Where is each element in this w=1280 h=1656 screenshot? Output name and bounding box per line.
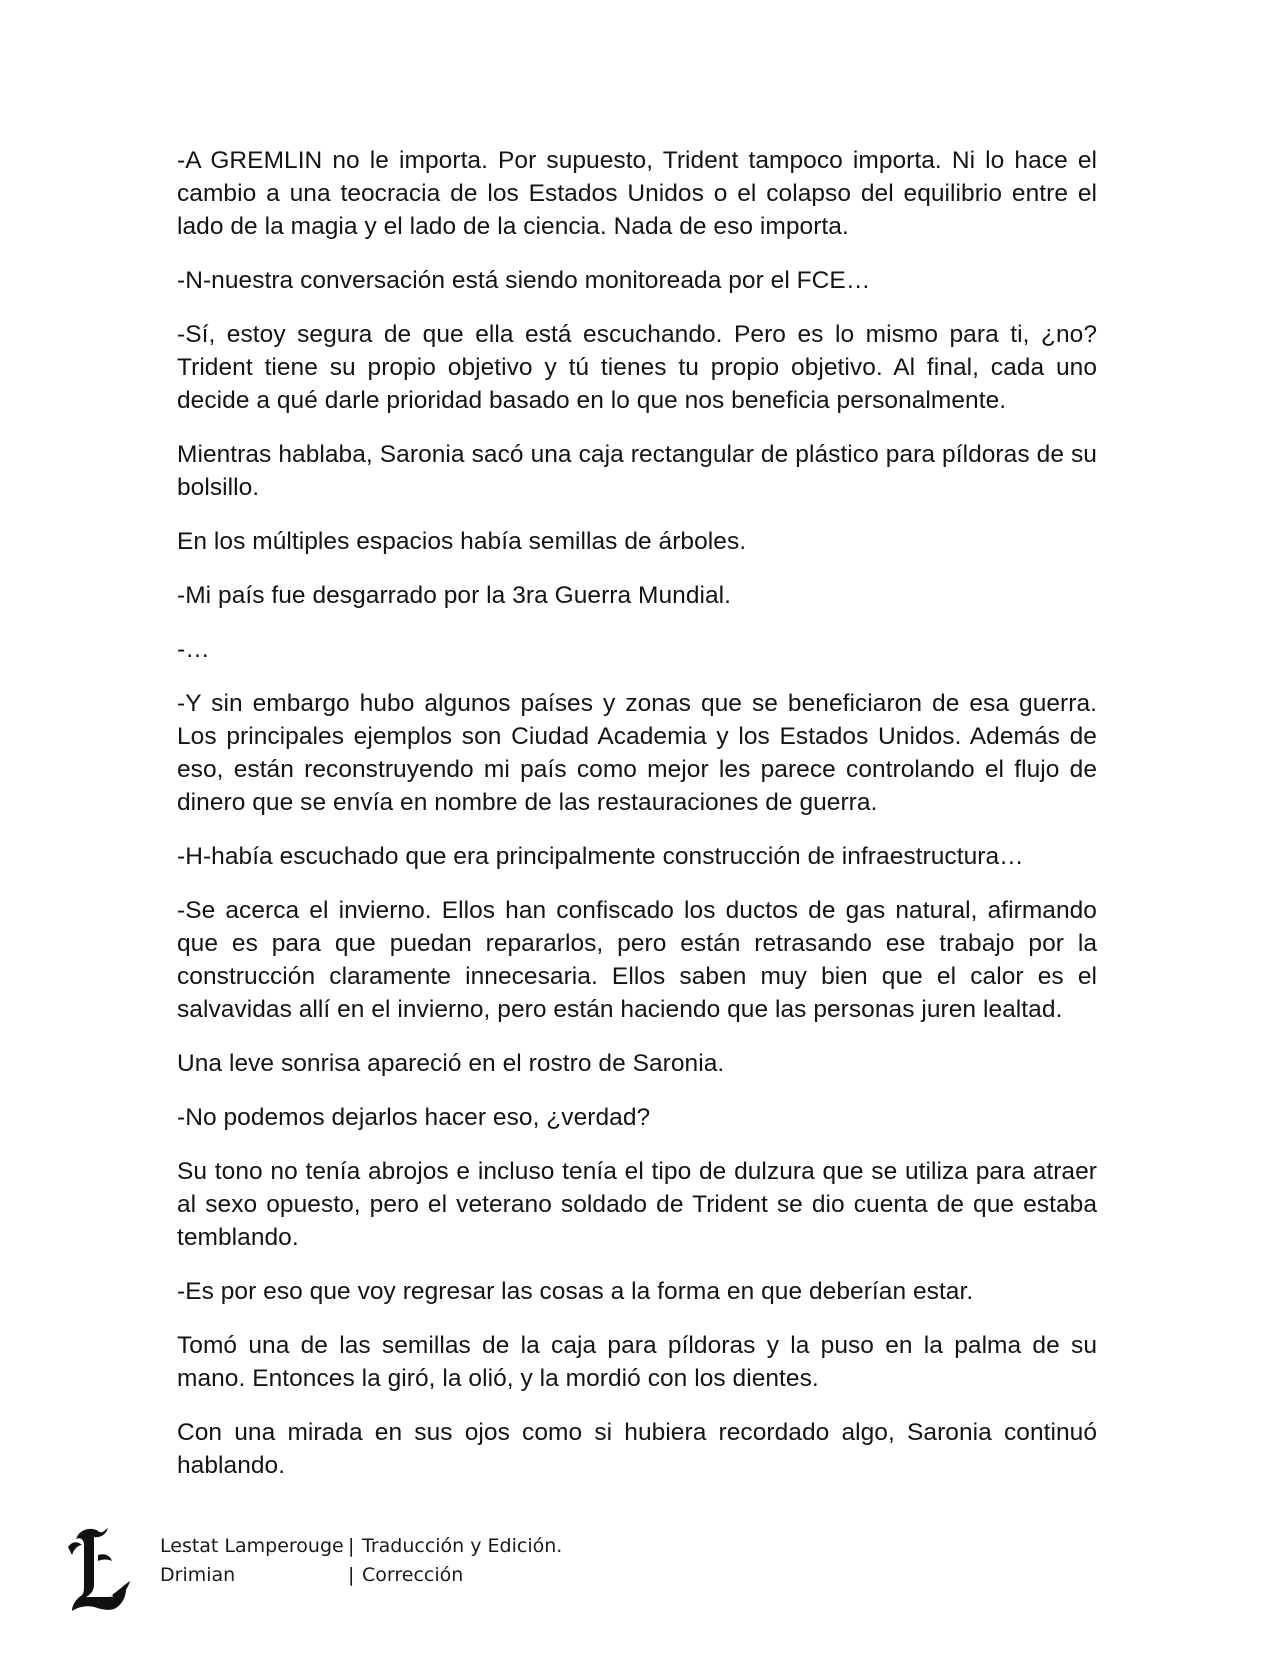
paragraph: Una leve sonrisa apareció en el rostro de Saronia. [177,1050,725,1077]
paragraph: -… [177,636,210,663]
credit-name: Drimian [160,1564,236,1586]
credit-row [160,1561,562,1590]
paragraph: Su tono no tenía abrojos e incluso tenía el tipo de dulzura que se utiliza para atraer al sexo opuesto, pero el veterano soldado de Trident se dio cuenta de que estaba temblando. [177,1158,1097,1251]
paragraph: -No podemos dejarlos hacer eso, ¿verdad? [177,1104,651,1131]
credit-role: Corrección [362,1564,464,1586]
paragraph: Tomó una de las semillas de la caja para píldoras y la puso en la palma de su mano. Entonces la giró, la olió, y la mordió con los dientes. [177,1332,1097,1392]
paragraph: -Es por eso que voy regresar las cosas a la forma en que deberían estar. [177,1278,974,1305]
paragraph: -A GREMLIN no le importa. Por supuesto, Trident tampoco importa. Ni lo hace el cambio a una teocracia de los Estados Unidos o el colapso del equilibrio entre el lado de la magia y el lado de la ciencia. Nada de eso importa. [177,147,1097,240]
paragraph: -Y sin embargo hubo algunos países y zonas que se beneficiaron de esa guerra. Los principales ejemplos son Ciudad Academia y los Estados Unidos. Además de eso, están reconstruyendo mi país como mejor les parece controlando el flujo de dinero que se envía en nombre de las restauraciones de guerra. [177,690,1097,816]
credit-separator: | [348,1564,355,1586]
credit-row [160,1532,562,1561]
paragraph: -Se acerca el invierno. Ellos han confiscado los ductos de gas natural, afirmando que es para que puedan repararlos, pero están retrasando ese trabajo por la construcción claramente innecesaria. Ellos saben muy bien que el calor es el salvavidas allí en el invierno, pero están haciendo que las personas juren lealtad. [177,897,1097,1023]
gothic-l-logo-icon [64,1525,134,1613]
credit-name: Lestat Lamperouge [160,1535,344,1557]
credit-separator: | [348,1535,355,1557]
document-body [177,144,1097,1503]
paragraph: Mientras hablaba, Saronia sacó una caja rectangular de plástico para píldoras de su bolsillo. [177,441,1097,501]
paragraph: -H-había escuchado que era principalmente construcción de infraestructura… [177,843,1024,870]
credits-block [160,1532,562,1590]
paragraph: En los múltiples espacios había semillas de árboles. [177,528,747,555]
paragraph: -Mi país fue desgarrado por la 3ra Guerra Mundial. [177,582,732,609]
paragraph: -Sí, estoy segura de que ella está escuchando. Pero es lo mismo para ti, ¿no? Trident tiene su propio objetivo y tú tienes tu propio objetivo. Al final, cada uno decide a qué darle prioridad basado en lo que nos beneficia personalmente. [177,321,1097,414]
page-footer [60,1525,760,1615]
paragraph: Con una mirada en sus ojos como si hubiera recordado algo, Saronia continuó hablando. [177,1419,1097,1479]
paragraph: -N-nuestra conversación está siendo monitoreada por el FCE… [177,267,871,294]
credit-role: Traducción y Edición. [362,1535,563,1557]
